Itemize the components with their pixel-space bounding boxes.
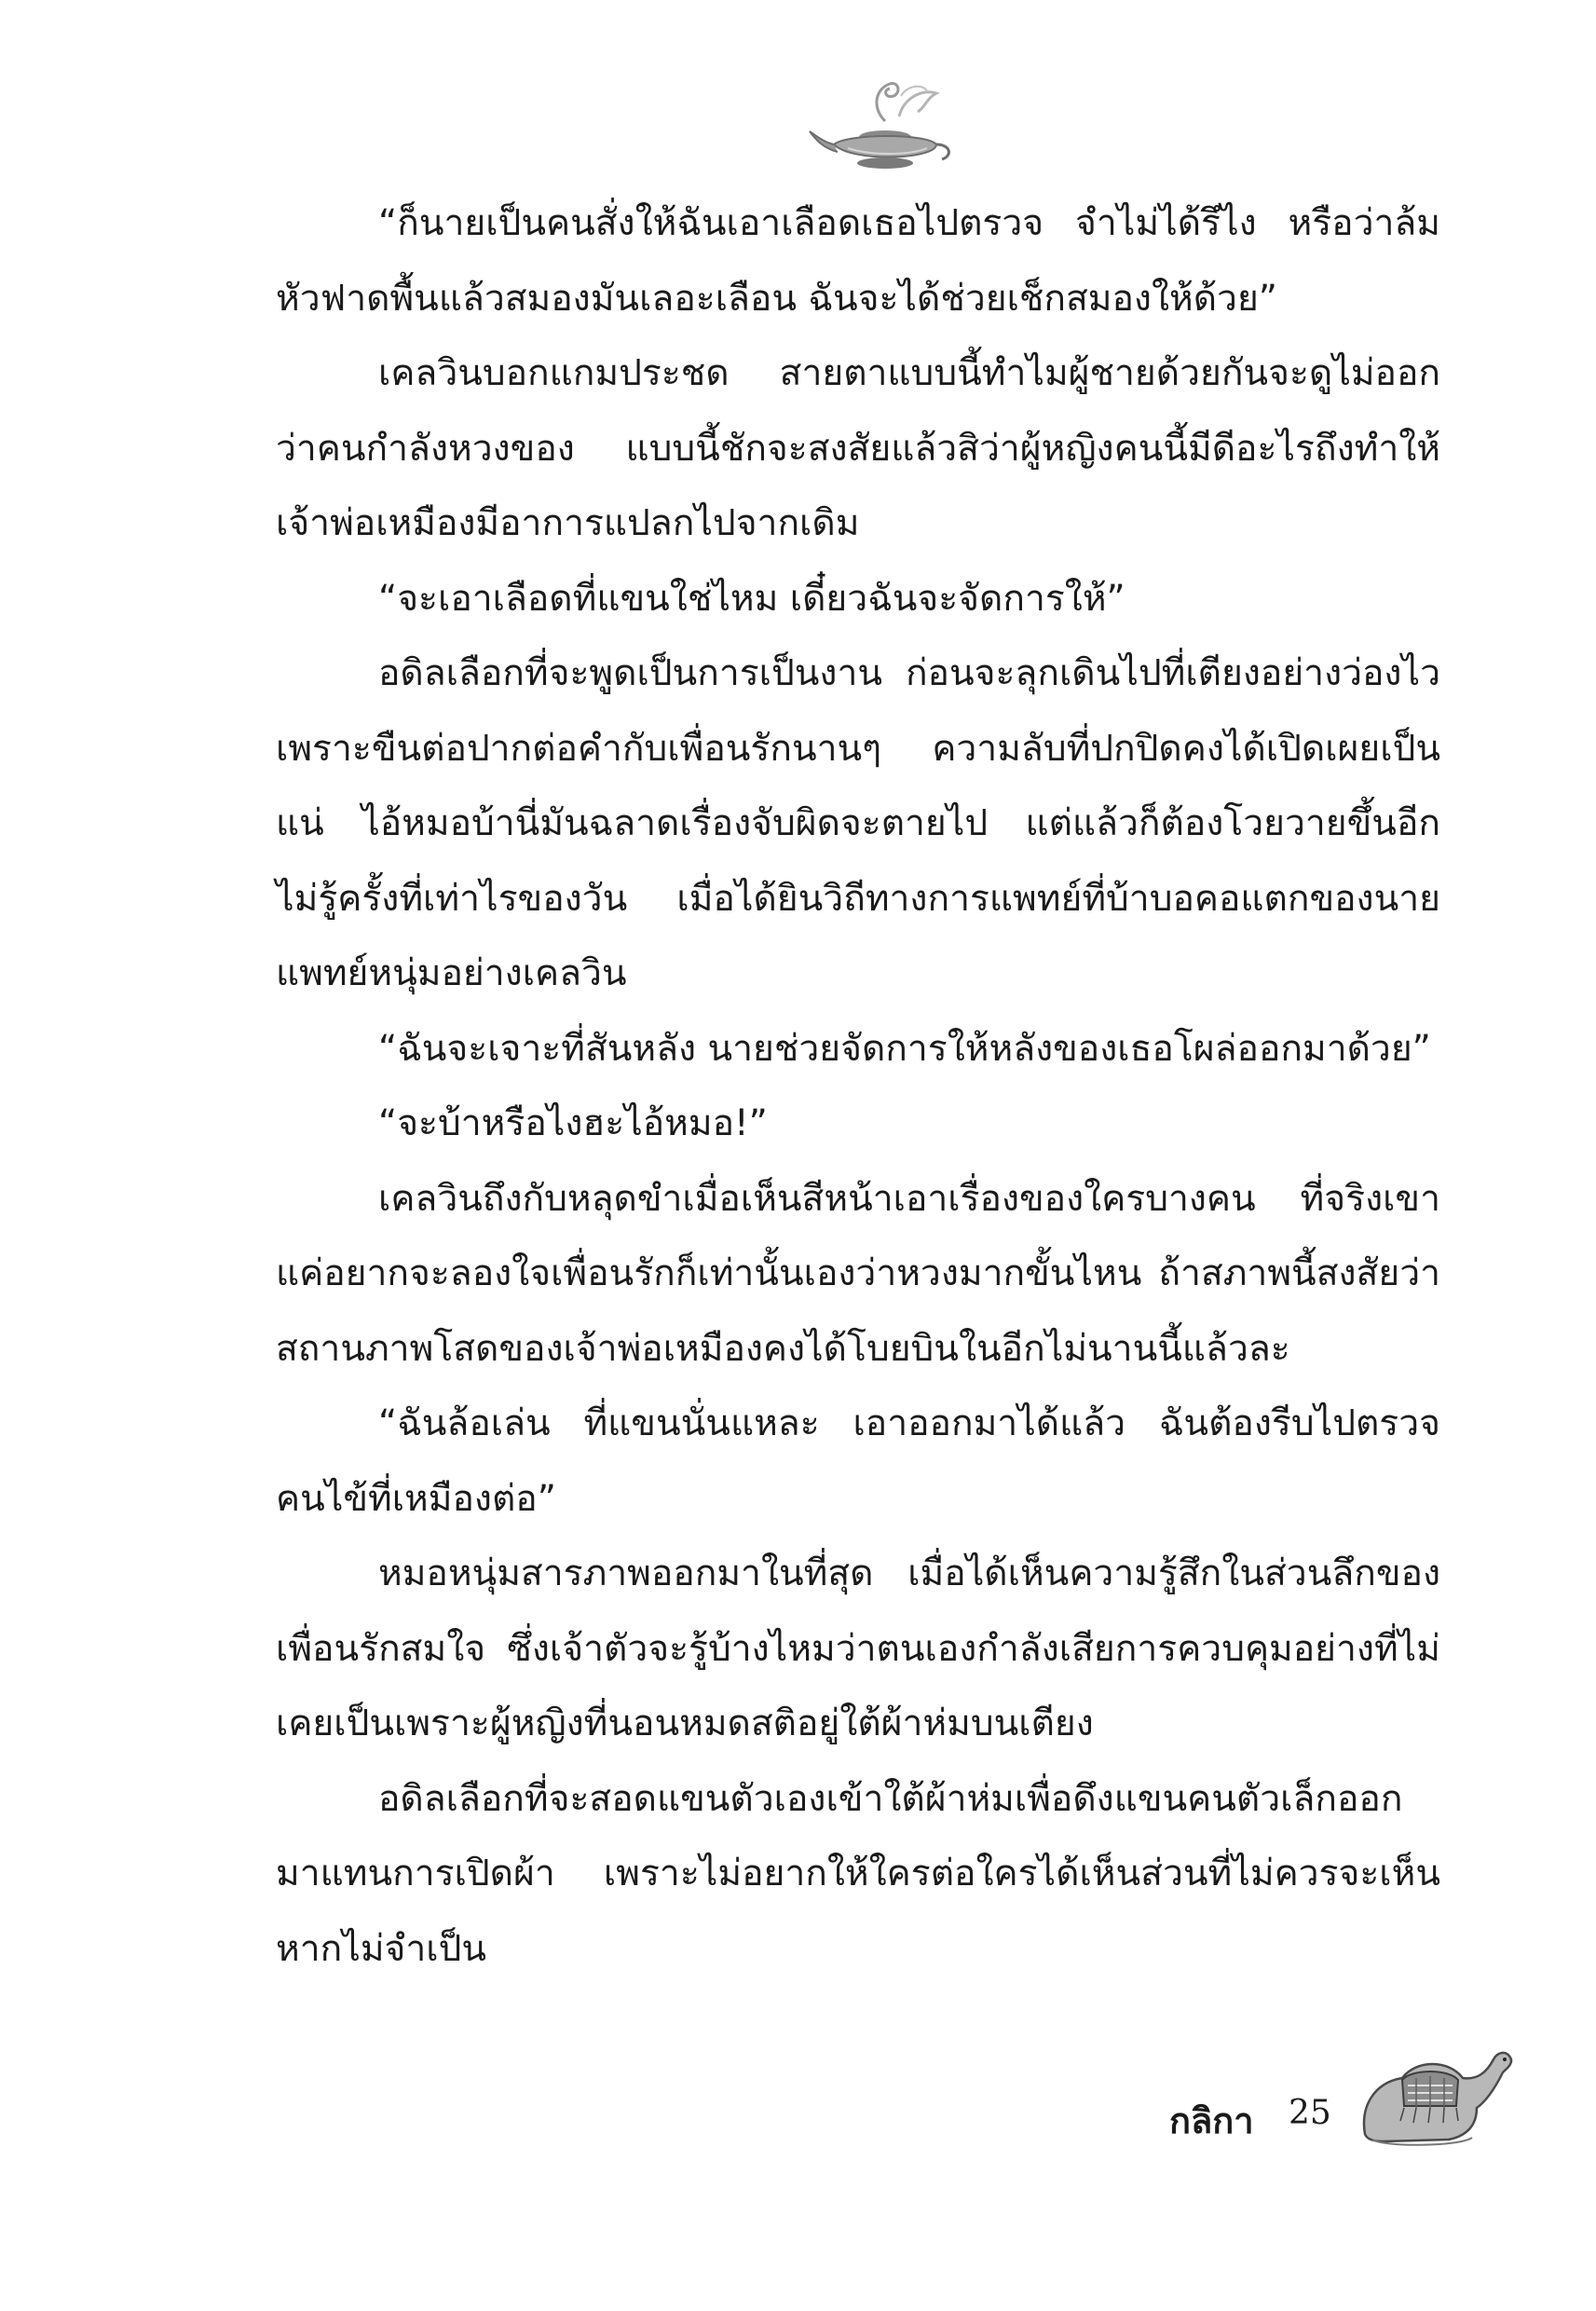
paragraph: อดิลเลือกที่จะสอดแขนตัวเองเข้าใต้ผ้าห่มเพื่อดึงแขนคนตัวเล็กออกมาแทนการเปิดผ้า เพราะไม่อยากให้ใครต่อใครได้เห็นส่วนที่ไม่ควรจะเห็นหากไม่จำเป็น [276, 1777, 1440, 1970]
paragraph: “จะบ้าหรือไงฮะไอ้หมอ!” [378, 1102, 768, 1144]
paragraph: “จะเอาเลือดที่แขนใช่ไหม เดี๋ยวฉันจะจัดการให้” [378, 577, 1125, 620]
running-footer-title: กลิกา [1169, 2100, 1254, 2141]
paragraph: อดิลเลือกที่จะพูดเป็นการเป็นงาน ก่อนจะลุกเดินไปที่เตียงอย่างว่องไว เพราะขืนต่อปากต่อคำกับเพื่อนรักนานๆ ความลับที่ปกปิดคงได้เปิดเผยเป็นแน่ ไอ้หมอบ้านี่มันฉลาดเรื่องจับผิดจะตายไป แต่แล้วก็ต้องโวยวายขึ้นอีกไม่รู้ครั้งที่เท่าไรของวัน เมื่อได้ยินวิถีทางการแพทย์ที่บ้าบอคอแตกของนายแพทย์หนุ่มอย่างเคลวิน [276, 652, 1440, 994]
paragraph: “ก็นายเป็นคนสั่งให้ฉันเอาเลือดเธอไปตรวจ จำไม่ได้รึไง หรือว่าล้มหัวฟาดพื้นแล้วสมองมันเลอะเลือน ฉันจะได้ช่วยเช็กสมองให้ด้วย” [276, 202, 1440, 320]
story-text [276, 186, 1440, 1987]
page-number: 25 [1289, 2094, 1331, 2132]
camel-icon [1346, 2031, 1523, 2171]
paragraph: “ฉันจะเจาะที่สันหลัง นายช่วยจัดการให้หลังของเธอโผล่ออกมาด้วย” [378, 1027, 1431, 1070]
paragraph: เคลวินถึงกับหลุดขำเมื่อเห็นสีหน้าเอาเรื่องของใครบางคน ที่จริงเขาแค่อยากจะลองใจเพื่อนรักก็เท่านั้นเองว่าหวงมากขั้นไหน ถ้าสภาพนี้สงสัยว่าสถานภาพโสดของเจ้าพ่อเหมืองคงได้โบยบินในอีกไม่นานนี้แล้วละ [276, 1177, 1440, 1370]
paragraph: “ฉันล้อเล่น ที่แขนนั่นแหละ เอาออกมาได้แล้ว ฉันต้องรีบไปตรวจคนไข้ที่เหมืองต่อ” [276, 1402, 1440, 1520]
magic-lamp-icon [797, 70, 964, 182]
paragraph: เคลวินบอกแกมประชด สายตาแบบนี้ทำไมผู้ชายด้วยกันจะดูไม่ออกว่าคนกำลังหวงของ แบบนี้ชักจะสงสัยแล้วสิว่าผู้หญิงคนนี้มีดีอะไรถึงทำให้เจ้าพ่อเหมืองมีอาการแปลกไปจากเดิม [276, 352, 1440, 544]
paragraph: หมอหนุ่มสารภาพออกมาในที่สุด เมื่อได้เห็นความรู้สึกในส่วนลึกของเพื่อนรักสมใจ ซึ่งเจ้าตัวจะรู้บ้างไหมว่าตนเองกำลังเสียการควบคุมอย่างที่ไม่เคยเป็นเพราะผู้หญิงที่นอนหมดสติอยู่ใต้ผ้าห่มบนเตียง [276, 1552, 1440, 1744]
